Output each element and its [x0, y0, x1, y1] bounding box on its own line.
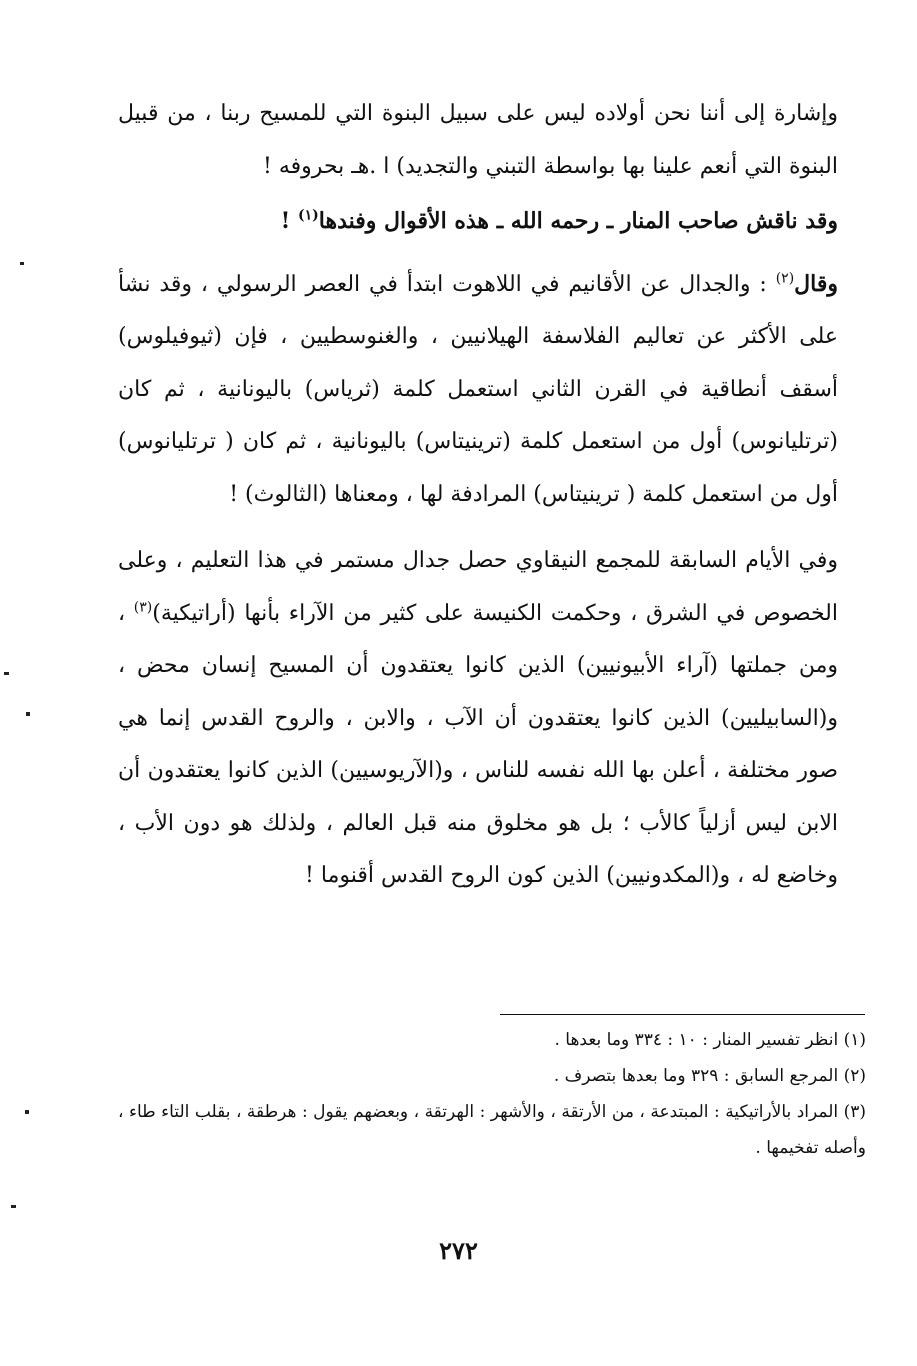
footnote-ref-3: (٣): [133, 599, 153, 616]
scan-speck: [4, 672, 9, 675]
scan-speck: [26, 712, 30, 716]
footnote-divider: [500, 1014, 865, 1015]
paragraph-1-text: وإشارة إلى أننا نحن أولاده ليس على سبيل البنوة التي للمسيح ربنا ، من قبيل البنوة التي أنعم علينا بها بواسطة التبني والتجديد) ا .هـ بحروفه !: [118, 101, 838, 179]
paragraph-2-text: وقد ناقش صاحب المنار ـ رحمه الله ـ هذه الأقوال وفندها: [318, 208, 838, 234]
footnote-ref-2: (٢): [775, 270, 795, 287]
footnotes: [118, 1022, 866, 1166]
paragraph-2-tail: !: [280, 208, 298, 234]
paragraph-3: [118, 258, 838, 522]
paragraph-3-text: : والجدال عن الأقانيم في اللاهوت ابتدأ في العصر الرسولي ، وقد نشأ على الأكثر عن تعاليم الفلاسفة الهيلانيين ، والغنوسطيين ، فإن (ثيوفيلوس) أسقف أنطاقية في القرن الثاني استعمل كلمة (ثرياس) باليونانية ، ثم كان (ترتليانوس) أول من استعمل كلمة (ترينيتاس) باليونانية ، ثم كان ( ترتليانوس) أول من استعمل كلمة ( ترينيتاس) المرادفة لها ، ومعناها (الثالوث) !: [118, 271, 838, 507]
footnote-2: (٢) المرجع السابق : ٣٢٩ وما بعدها بتصرف .: [553, 1066, 866, 1086]
scan-speck: [25, 1110, 29, 1114]
paragraph-4-tail: ، ومن جملتها (آراء الأبيونيين) الذين كانوا يعتقدون أن المسيح إنسان محض ، و(السابيليين) الذين كانوا يعتقدون أن الآب ، والابن ، والروح القدس إنما هي صور مختلفة ، أعلن بها الله نفسه للناس ، و(الآريوسيين) الذين كانوا يعتقدون أن الابن ليس أزلياً كالأب ؛ بل هو مخلوق منه قبل العالم ، ولذلك هو دون الأب ، وخاضع له ، و(المكدونيين) الذين كون الروح القدس أقنوما !: [118, 600, 838, 888]
paragraph-4: [118, 535, 838, 903]
scan-speck: [20, 262, 24, 265]
paragraph-2: [118, 195, 838, 248]
footnote-ref-1: (١): [297, 207, 319, 224]
main-text: [118, 88, 838, 903]
paragraph-4-text: وفي الأيام السابقة للمجمع النيقاوي حصل جدال مستمر في هذا التعليم ، وعلى الخصوص في الشرق ، وحكمت الكنيسة على كثير من الآراء بأنها (أراتيكية): [118, 548, 838, 626]
scan-speck: [11, 1205, 16, 1208]
footnote-1: (١) انظر تفسير المنار : ١٠ : ٣٣٤ وما بعدها .: [554, 1030, 866, 1050]
page-number: ٢٧٢: [439, 1236, 478, 1265]
paragraph-3-lead: وقال: [794, 270, 838, 297]
paragraph-1: [118, 88, 838, 193]
footnote-3: (٣) المراد بالأراتيكية : المبتدعة ، من الأرتقة ، والأشهر : الهرتقة ، وبعضهم يقول : هرطقة ، بقلب التاء طاء ، وأصله تفخيمها .: [118, 1102, 866, 1158]
